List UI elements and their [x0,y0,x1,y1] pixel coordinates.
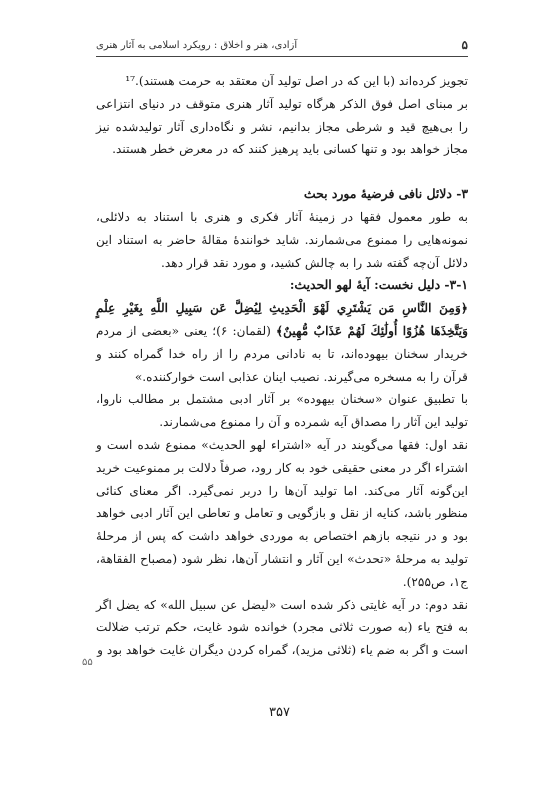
margin-note: ۵۵ [82,657,93,668]
paragraph: تجویز کرده‌اند (با این که در اصل تولید آن معتقد به حرمت هستند).¹⁷ [125,74,468,88]
verse-translation: (لقمان: ۶)؛ یعنی «بعضی از مردم خریدار سخنان بیهوده‌اند، تا به نادانی مردم را از راه خدا گمراه کنند و قرآن را به مسخره می‌گیرند. نصیب اینان عذابی است خوارکننده.» [96,323,468,384]
sub-heading: ۳-۱- دلیل نخست: آیهٔ لهو الحدیث: [289,277,468,293]
header-page-marker: ۵ [461,38,468,52]
critique-second: نقد دوم: در آیه غایتی ذکر شده است «لیضل عن سبیل الله» که یضل اگر به فتح یاء (به صورت ثلاثی مجرد) خوانده شود غایت، حکم ترتب ضلالت است و اگر به ضم یاء (ثلاثی مزید)، گمراه کردن دیگران غایت خواهد بود و [96,597,468,658]
header-title: آزادی، هنر و اخلاق : ﺭﻭﯾﮑﺮﺩ ﺍﺳﻼﻣﯽ ﺑﻪ ﺁﺛﺎﺭ ﻫﻨﺮی [96,39,298,51]
paragraph: با تطبیق عنوان «سخنان بیهوده» بر آثار ادبی مشتمل بر مطالب ناروا، تولید این آثار را مصداق آیه شمرده و آن را ممنوع می‌شمارند. [96,392,468,430]
header-rule [96,56,468,57]
body-text [96,70,468,662]
quran-verse: ﴿وَمِنَ النَّاسِ مَن يَشْتَرِي لَهْوَ الْحَدِيثِ لِيُضِلَّ عَن سَبِيلِ اللَّهِ بِغَيْرِ عِلْمٍ وَيَتَّخِذَهَا هُزُوًا أُولَٰئِكَ لَهُمْ عَذَابٌ مُّهِينٌ﴾ [96,301,469,338]
verse-paragraph [96,297,468,388]
page-number: ۳۵۷ [269,705,290,720]
paragraph: بر مبنای اصل فوق الذکر هرگاه تولید آثار هنری متوقف در دنیای انتزاعی را بی‌هیچ قید و شرطی مجاز بدانیم، نشر و نگاه‌داری آثار تولید‌شده نیز مجاز خواهد بود و تنها کسانی باید پرهیز کنند که در معرض خطر هستند. [96,96,468,157]
critique-first: نقد اول: فقها می‌گویند در آیه «اشتراء لهو الحدیث» ممنوع شده است و اشتراء اگر در معنی حقیقی خود به کار رود، صرفاً دلالت بر ممنوعیت خرید این‌گونه آثار می‌کند. اما تولید آن‌ها را دربر نمی‌گیرد. اگر معنای کنائی منظور باشد، کنایه از نقل و بازگویی و تعامل و تعاطی این آثار ادبی خواهد بود و در نتیجه بازهم اختصاص به موردی خواهد داشت که پس از مرحلهٔ تولید به مرحلهٔ «تحدث» این آثار و انتشار آن‌ها، نظر شود (مصباح الفقاهة، ج۱، ص۲۵۵). [96,437,468,589]
spacer [96,161,468,183]
section-intro: به طور معمول فقها در زمینهٔ آثار فکری و هنری با استناد به دلائلی، نمونه‌هایی را ممنوع می‌شمارند. شاید خوانندهٔ مقالهٔ حاضر به استناد این دلائل آن‌چه گفته شد را به چالش کشید، و مورد نقد قرار دهد. [96,209,468,270]
section-heading: ۳- دلائل نافی فرضیهٔ مورد بحث [303,186,468,202]
running-header [96,38,468,52]
